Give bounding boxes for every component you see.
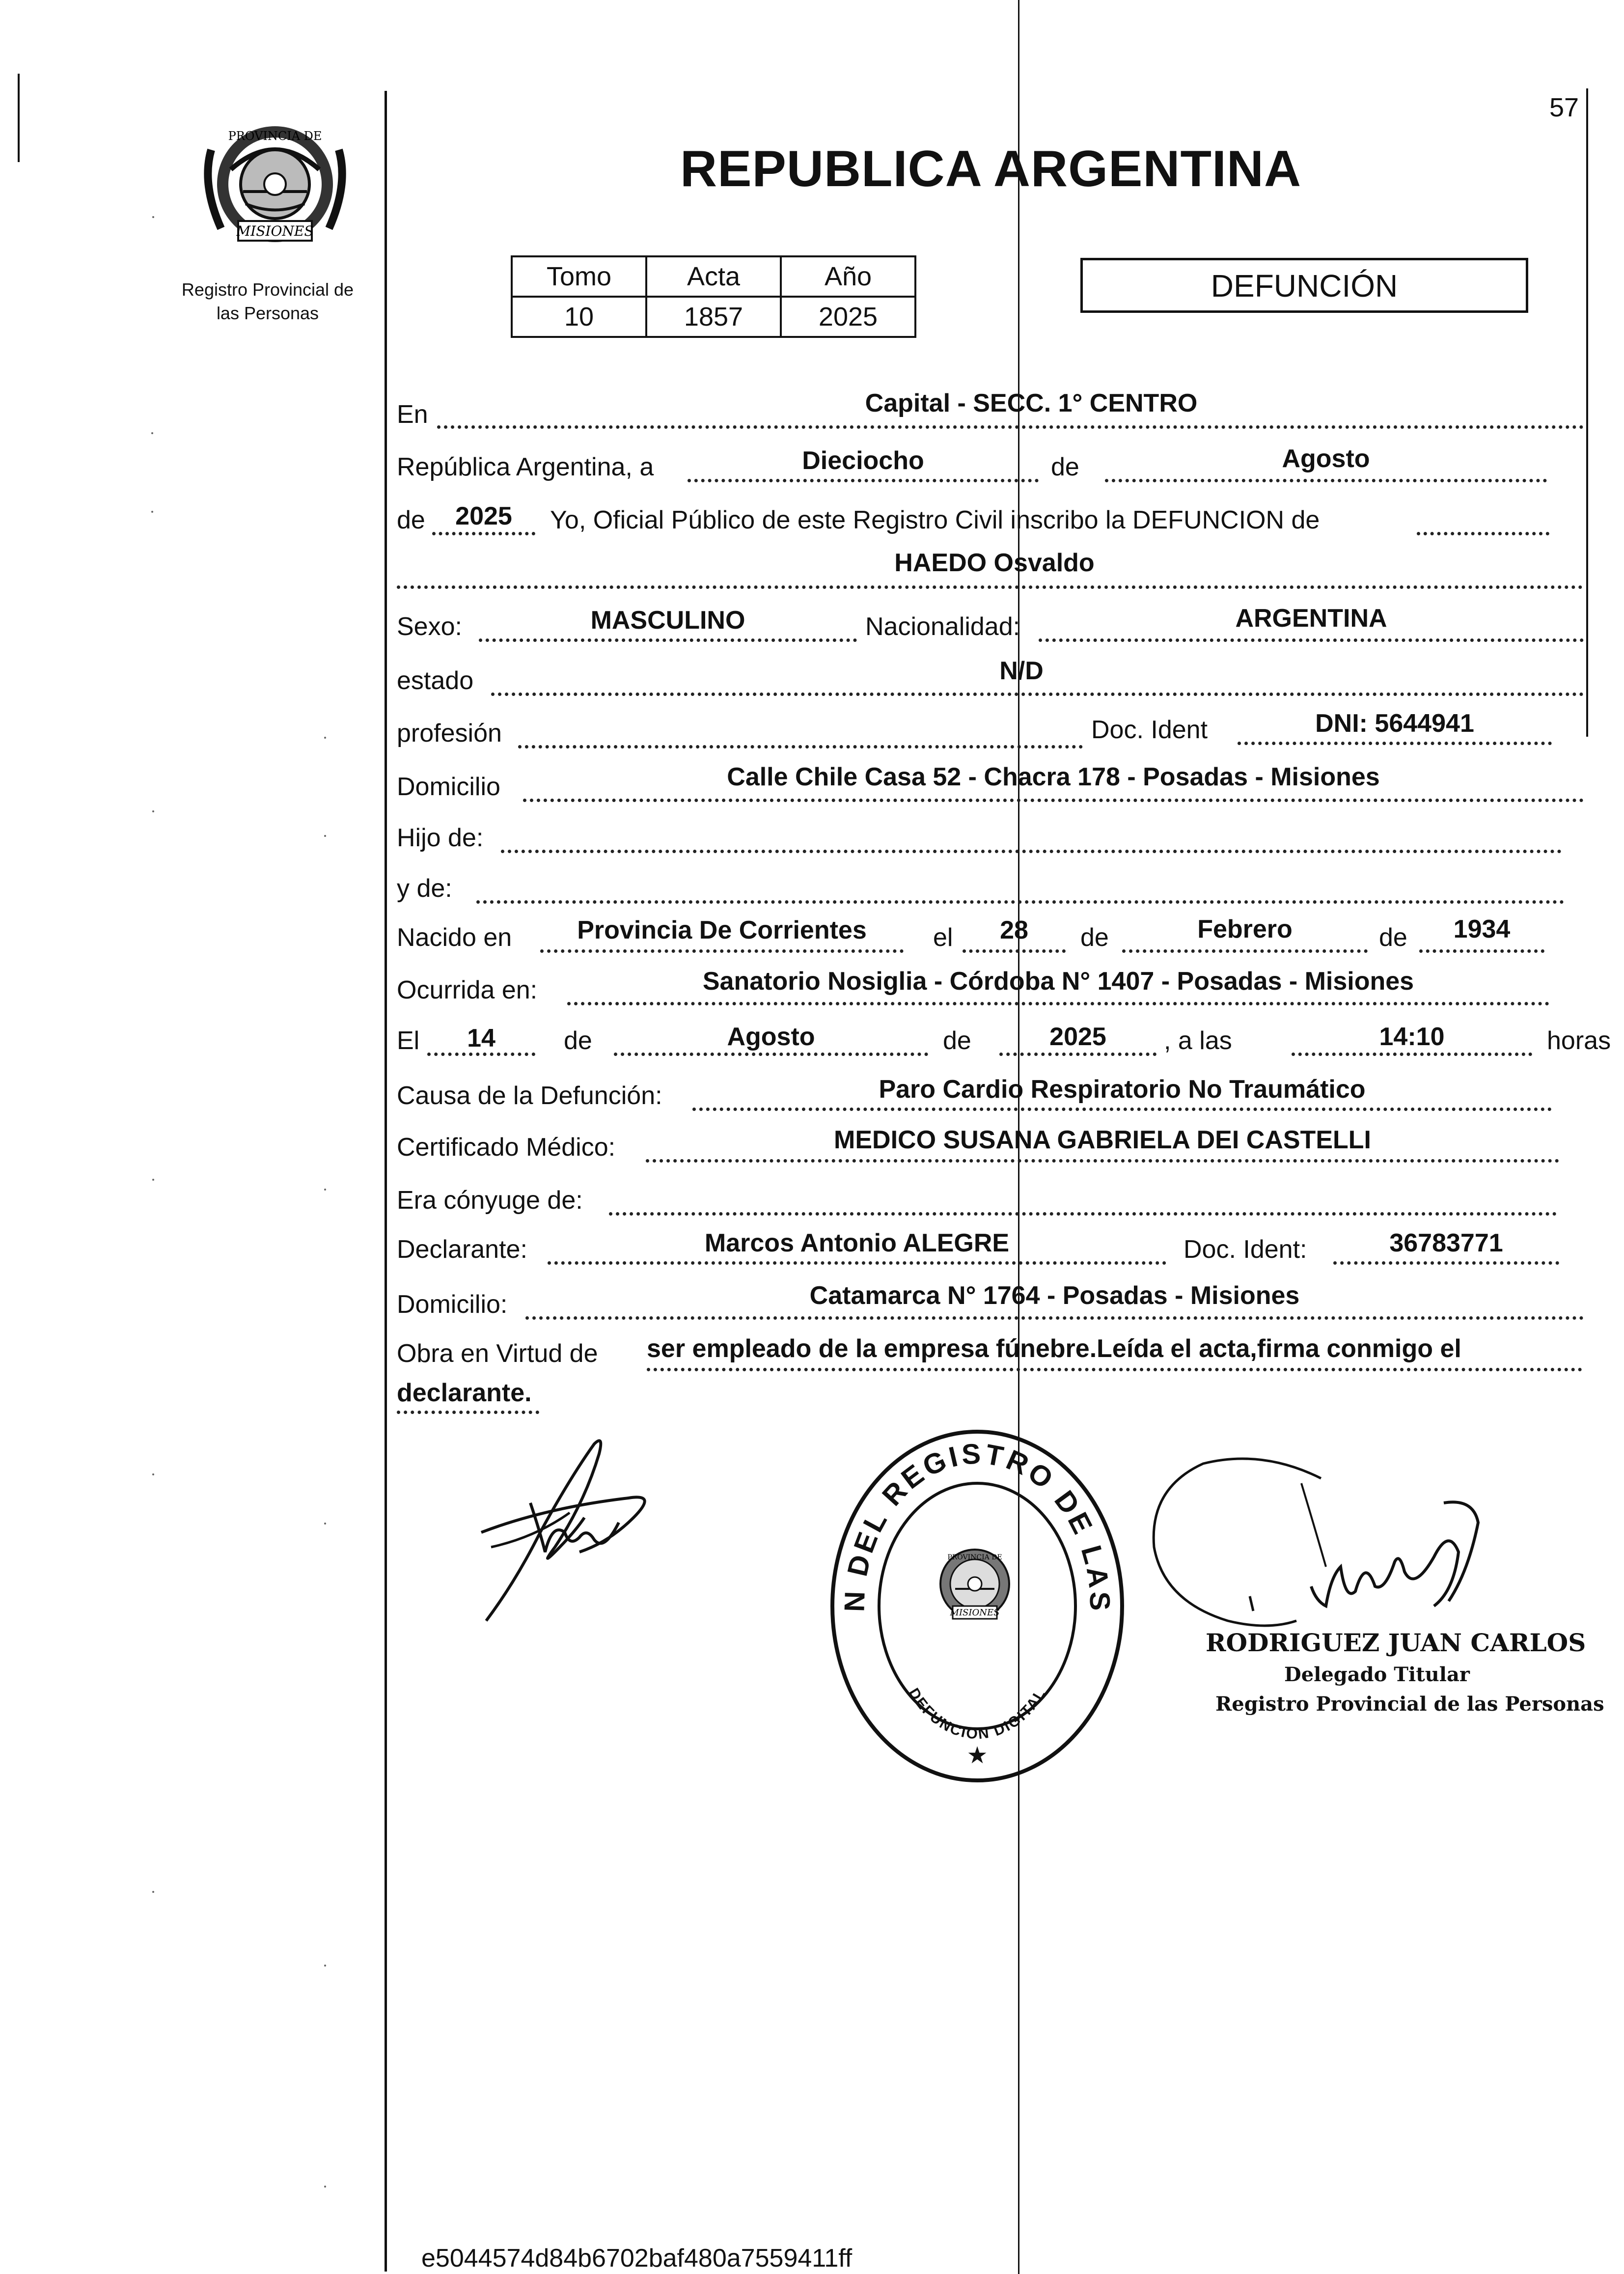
document-hash: e5044574d84b6702baf480a7559411ff — [421, 2244, 853, 2273]
day-text: Dieciocho — [802, 446, 924, 475]
document-type-box: DEFUNCIÓN — [1080, 258, 1528, 313]
death-month: Agosto — [727, 1023, 815, 1051]
profesion-label: profesión — [397, 719, 502, 748]
acta-value: 1857 — [646, 297, 781, 337]
estado-value: N/D — [999, 657, 1044, 685]
official-name: RODRIGUEZ JUAN CARLOS — [1206, 1628, 1586, 1657]
causa-value: Paro Cardio Respiratorio No Traumático — [879, 1075, 1366, 1104]
certificado-value: MEDICO SUSANA GABRIELA DEI CASTELLI — [834, 1126, 1371, 1154]
death-de-2: de — [943, 1026, 971, 1055]
conyuge-label: Era cónyuge de: — [397, 1186, 583, 1215]
decl-domicilio-label: Domicilio: — [397, 1290, 508, 1319]
death-year: 2025 — [1049, 1023, 1106, 1051]
domicilio-label: Domicilio — [397, 773, 500, 801]
seal-inner-text: DEFUNCION DIGITAL — [905, 1685, 1049, 1743]
emblem-bottom-text: MISIONES — [236, 223, 314, 239]
left-edge-rule — [18, 74, 20, 162]
death-day: 14 — [467, 1024, 495, 1053]
birth-day: 28 — [1000, 916, 1028, 944]
ocurrida-value: Sanatorio Nosiglia - Córdoba N° 1407 - Posadas - Misiones — [702, 967, 1414, 996]
obra-value-2: declarante. — [397, 1379, 532, 1407]
registry-table — [511, 255, 916, 338]
declarante-label: Declarante: — [397, 1235, 527, 1264]
seal-star: ★ — [966, 1743, 988, 1769]
official-seal — [825, 1424, 1129, 1788]
month-text: Agosto — [1282, 444, 1370, 473]
page-number: 57 — [1549, 93, 1579, 122]
en-value: Capital - SECC. 1° CENTRO — [865, 389, 1198, 417]
decl-domicilio-value: Catamarca N° 1764 - Posadas - Misiones — [809, 1281, 1300, 1310]
causa-label: Causa de la Defunción: — [397, 1082, 662, 1110]
provincial-emblem — [192, 111, 358, 258]
nacionalidad-value: ARGENTINA — [1235, 604, 1387, 633]
anio-header: Año — [781, 256, 915, 297]
seal-emblem-bottom: MISIONES — [950, 1608, 1000, 1618]
official-office: Registro Provincial de las Personas — [1215, 1692, 1604, 1716]
nacido-place: Provincia De Corrientes — [577, 916, 867, 944]
birth-month: Febrero — [1197, 915, 1293, 943]
acta-header: Acta — [646, 256, 781, 297]
birth-de-1: de — [1080, 923, 1109, 952]
doc-ident-value: DNI: 5644941 — [1315, 709, 1474, 738]
de-label-1: de — [1051, 453, 1079, 481]
sexo-label: Sexo: — [397, 612, 462, 641]
en-label: En — [397, 400, 428, 429]
decl-doc-value: 36783771 — [1389, 1229, 1503, 1257]
anio-value: 2025 — [781, 297, 915, 337]
birth-year: 1934 — [1453, 915, 1511, 943]
yde-label: y de: — [397, 874, 452, 903]
declarant-signature — [471, 1434, 678, 1631]
estado-label: estado — [397, 666, 474, 695]
tomo-header: Tomo — [512, 256, 646, 297]
nacionalidad-label: Nacionalidad: — [865, 612, 1020, 641]
obra-label: Obra en Virtud de — [397, 1339, 598, 1368]
alas-label: , a las — [1164, 1026, 1232, 1055]
official-title: Delegado Titular — [1284, 1663, 1470, 1686]
certificado-label: Certificado Médico: — [397, 1133, 616, 1162]
emblem-top-text: PROVINCIA DE — [228, 129, 322, 143]
ocurrida-label: Ocurrida en: — [397, 976, 538, 1004]
decl-doc-label: Doc. Ident: — [1184, 1235, 1307, 1264]
form-left-rule — [385, 91, 387, 2272]
seal-outer-text: N DEL REGISTRO DE LAS — [838, 1438, 1116, 1614]
record-year: 2025 — [455, 502, 512, 530]
domicilio-value: Calle Chile Casa 52 - Chacra 178 - Posadas - Misiones — [727, 763, 1380, 791]
obra-value: ser empleado de la empresa fúnebre.Leída el acta,firma conmigo el — [647, 1334, 1461, 1363]
birth-de-2: de — [1379, 923, 1407, 952]
el-label: el — [933, 923, 953, 952]
seal-emblem-top: PROVINCIA DE — [947, 1553, 1002, 1561]
de-label-2: de — [397, 506, 425, 534]
hijo-label: Hijo de: — [397, 824, 484, 852]
doc-ident-label: Doc. Ident — [1091, 716, 1208, 744]
emblem-caption-2: las Personas — [216, 303, 319, 323]
emblem-caption-1: Registro Provincial de — [181, 279, 354, 300]
page-title: REPUBLICA ARGENTINA — [680, 140, 1302, 197]
El-label: El — [397, 1026, 420, 1055]
deceased-name: HAEDO Osvaldo — [894, 549, 1095, 577]
horas-label: horas — [1547, 1026, 1611, 1055]
death-de-1: de — [564, 1026, 592, 1055]
statement-text: Yo, Oficial Público de este Registro Civil inscribo la DEFUNCION de — [550, 506, 1320, 534]
form-right-rule — [1586, 88, 1588, 737]
rep-label: República Argentina, a — [397, 453, 654, 481]
official-signature — [1139, 1444, 1532, 1650]
nacido-label: Nacido en — [397, 923, 512, 952]
tomo-value: 10 — [512, 297, 646, 337]
declarante-value: Marcos Antonio ALEGRE — [704, 1229, 1010, 1257]
death-time: 14:10 — [1379, 1023, 1445, 1051]
sexo-value: MASCULINO — [590, 606, 745, 635]
